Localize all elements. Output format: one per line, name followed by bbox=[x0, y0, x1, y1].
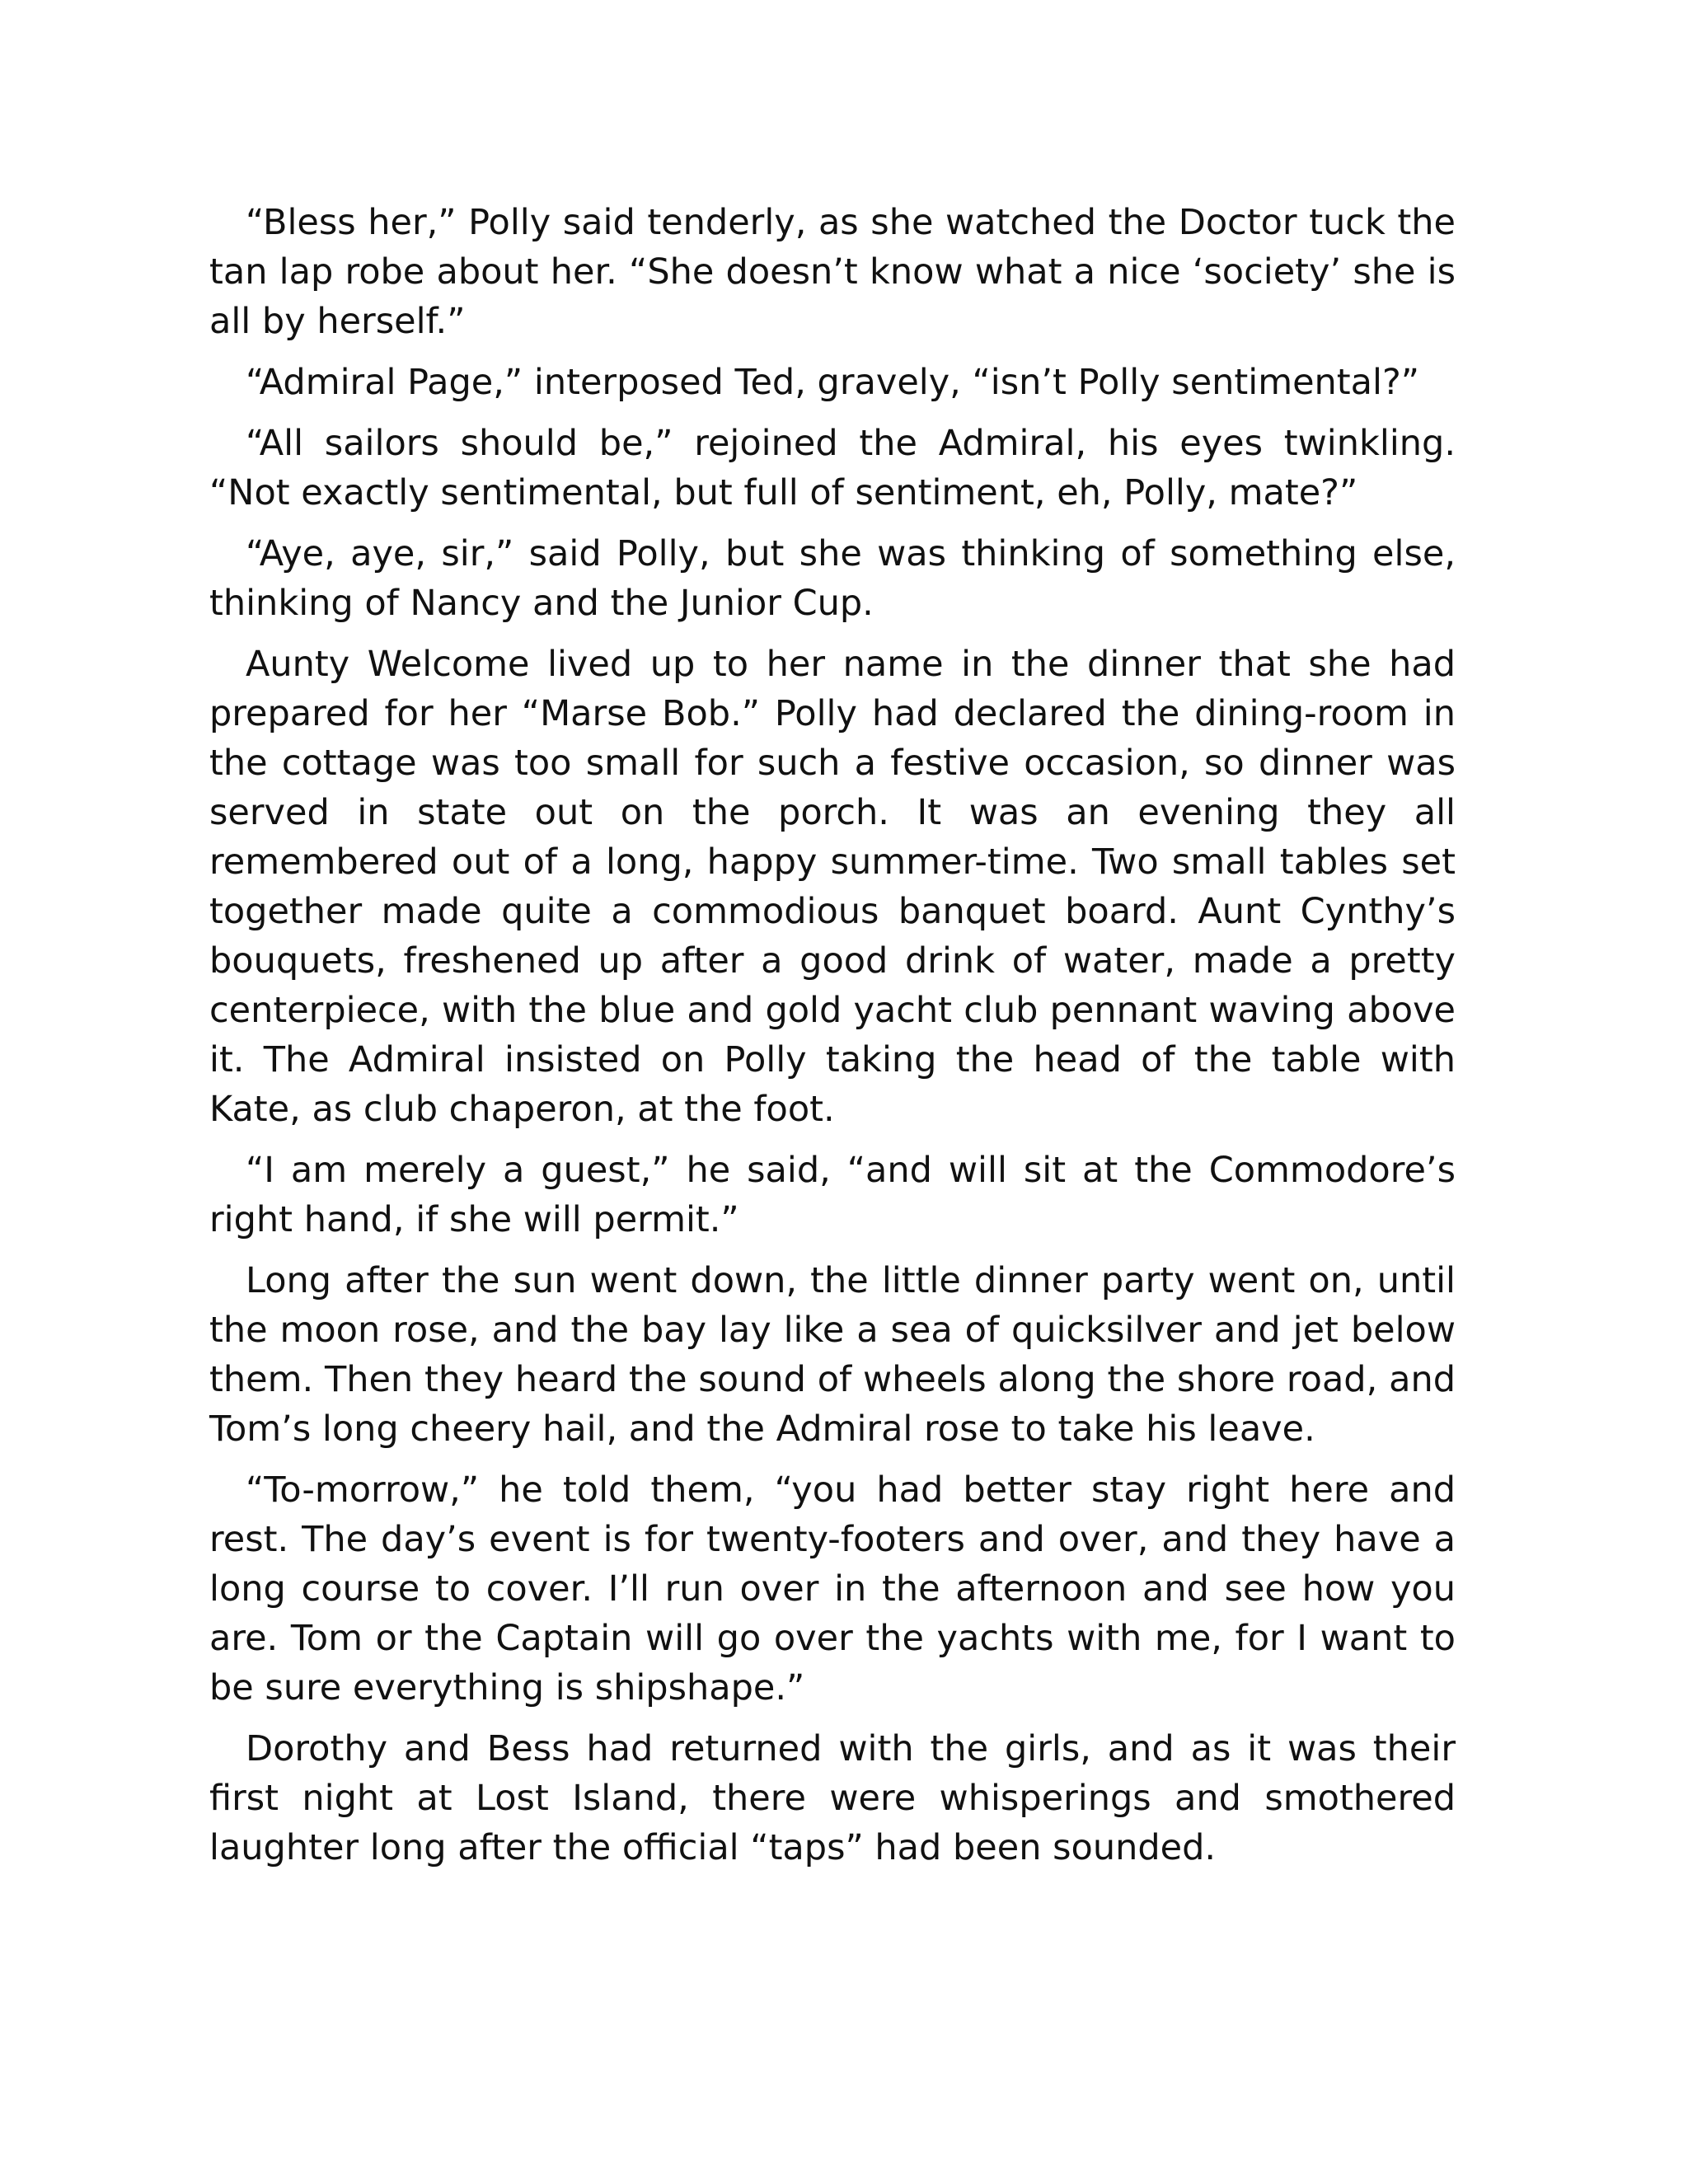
paragraph-3: “All sailors should be,” rejoined the Admiral, his eyes twinkling. “Not exactly sentimental, but full of sentiment, eh, Polly, mate?” bbox=[209, 423, 1456, 513]
paragraph-6: “I am merely a guest,” he said, “and will sit at the Commodore’s right hand, if she will permit.” bbox=[209, 1150, 1456, 1240]
document-page bbox=[209, 198, 1456, 1884]
paragraph-8: “To-morrow,” he told them, “you had better stay right here and rest. The day’s event is for twenty-footers and over, and they have a long course to cover. I’ll run over in the afternoon and see how you are. Tom or the Captain will go over the yachts with me, for I want to be sure everything is shipshape.” bbox=[209, 1469, 1456, 1708]
paragraph-4: “Aye, aye, sir,” said Polly, but she was thinking of something else, thinking of Nancy and the Junior Cup. bbox=[209, 533, 1456, 624]
paragraph-7: Long after the sun went down, the little dinner party went on, until the moon rose, and the bay lay like a sea of quicksilver and jet below them. Then they heard the sound of wheels along the shore road, and Tom’s long cheery hail, and the Admiral rose to take his leave. bbox=[209, 1260, 1456, 1450]
paragraph-5: Aunty Welcome lived up to her name in the dinner that she had prepared for her “Marse Bob.” Polly had declared the dining-room in the cottage was too small for such a festive occasion, so dinner was served in state out on the porch. It was an evening they all remembered out of a long, happy summer-time. Two small tables set together made quite a commodious banquet board. Aunt Cynthy’s bouquets, freshened up after a good drink of water, made a pretty centerpiece, with the blue and gold yacht club pennant waving above it. The Admiral insisted on Polly taking the head of the table with Kate, as club chaperon, at the foot. bbox=[209, 644, 1456, 1130]
paragraph-1: “Bless her,” Polly said tenderly, as she watched the Doctor tuck the tan lap robe about her. “She doesn’t know what a nice ‘society’ she is all by herself.” bbox=[209, 202, 1456, 342]
paragraph-2: “Admiral Page,” interposed Ted, gravely, “isn’t Polly sentimental?” bbox=[246, 362, 1420, 403]
paragraph-9: Dorothy and Bess had returned with the girls, and as it was their first night at Lost Island, there were whisperings and smothered laughter long after the official “taps” had been sounded. bbox=[209, 1728, 1456, 1868]
